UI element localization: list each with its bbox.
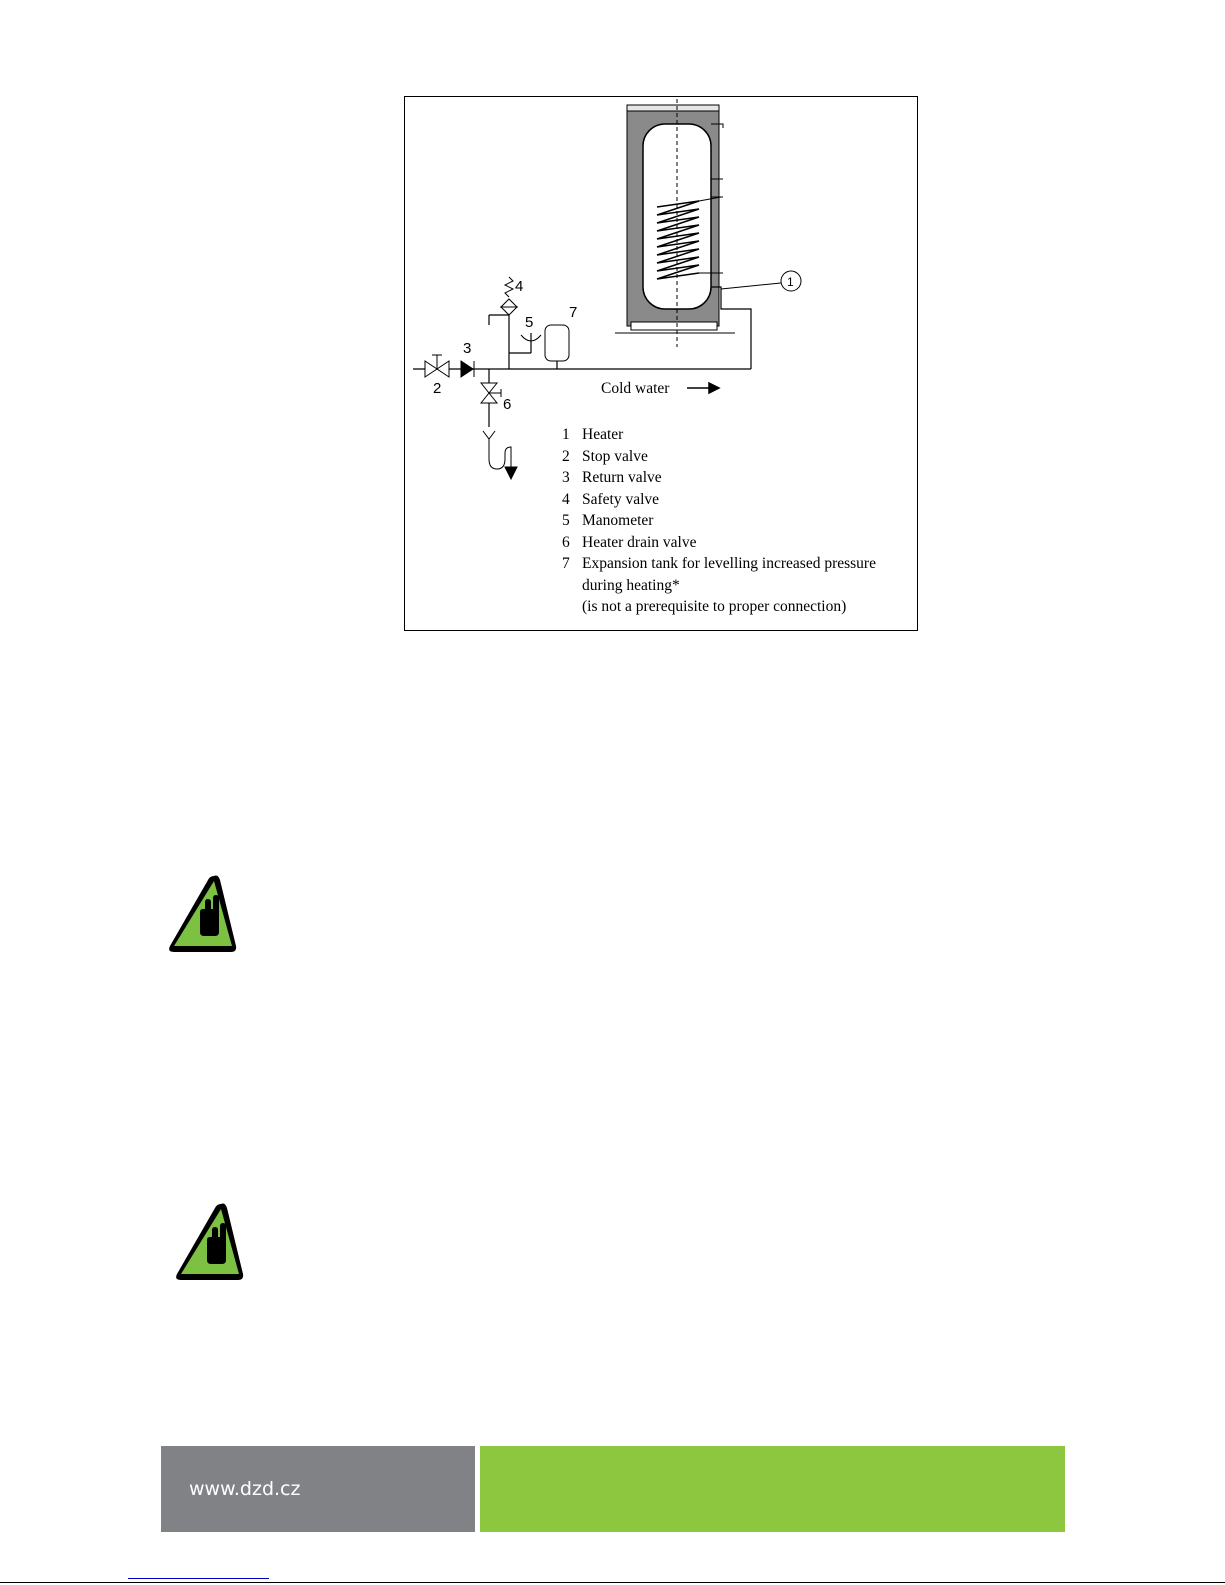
legend-text: (is not a prerequisite to proper connection) (582, 598, 847, 615)
cold-water-label: Cold water (601, 380, 670, 397)
footer-green-bar (480, 1446, 1065, 1532)
heater-tank (615, 99, 751, 369)
legend-text: Safety valve (582, 490, 660, 508)
footer-grey-bar (161, 1446, 475, 1532)
callout-5-label: 5 (525, 314, 534, 331)
bottom-rule (0, 1582, 1225, 1583)
callout-4-label: 4 (515, 278, 524, 295)
callout-6-label: 6 (503, 396, 512, 413)
stop-valve (425, 355, 449, 377)
drain-valve (481, 383, 517, 479)
legend-number: 5 (562, 512, 570, 529)
callout-3-label: 3 (463, 340, 472, 357)
callout-7-label: 7 (569, 304, 578, 321)
legend-text: during heating* (582, 576, 680, 594)
legend-text: Heater (582, 426, 624, 443)
footer-url[interactable]: www.dzd.cz (189, 1478, 301, 1500)
legend-text: Manometer (582, 512, 654, 529)
legend-number: 2 (562, 447, 570, 465)
legend-number: 1 (562, 426, 570, 443)
expansion-tank (545, 325, 569, 361)
connection-diagram (404, 96, 918, 631)
callout-1-label: 1 (787, 275, 794, 289)
warning-hand-icon (171, 1200, 247, 1284)
legend-number: 3 (562, 469, 570, 486)
return-valve (461, 361, 474, 377)
legend-text: Return valve (582, 469, 662, 486)
legend-number: 6 (562, 533, 570, 551)
legend-number: 4 (562, 490, 570, 508)
legend-text: Expansion tank for levelling increased pressure (582, 555, 876, 572)
footnote-link-underline (128, 1578, 269, 1579)
legend-number: 7 (562, 555, 570, 572)
legend-text: Stop valve (582, 447, 648, 465)
callout-2-label: 2 (433, 380, 442, 397)
flow-arrow-icon (687, 383, 719, 393)
warning-hand-icon (164, 872, 240, 956)
legend-text: Heater drain valve (582, 533, 697, 551)
